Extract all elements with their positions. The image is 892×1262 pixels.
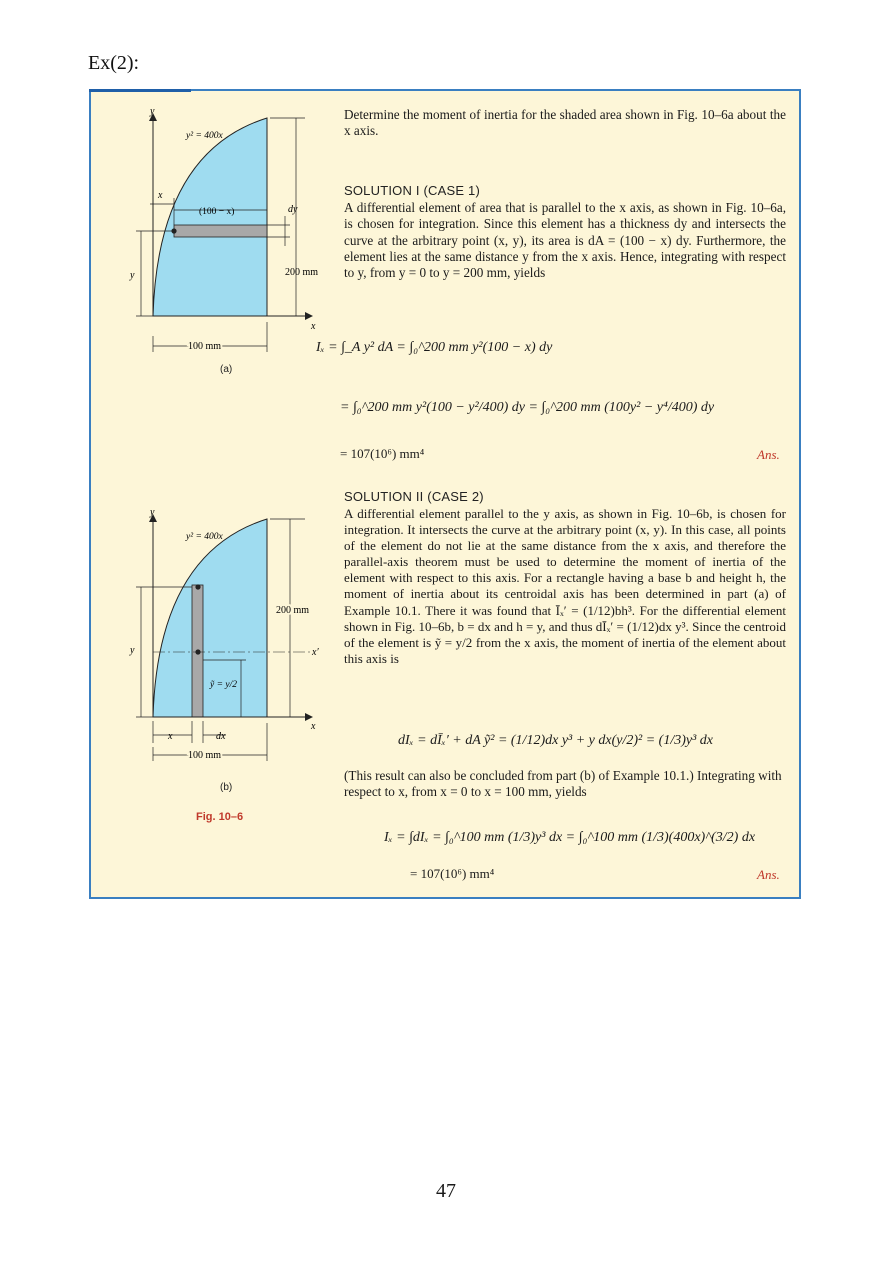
solution2-ans: Ans. <box>757 867 780 882</box>
curve-point-b <box>195 584 200 589</box>
y-label-a: y <box>130 270 135 281</box>
solution1-body: A differential element of area that is parallel to the x axis, as shown in Fig. 10–6a, is chosen for integration. Since this element has a thickness dy and intersects the curve at the arbitrary point (x, y), its area is dA = (100 − x) dy. Furthermore, the element lies at the same distance y from the x axis. Hence, integrating with respect to y, from y = 0 to y = 200 mm, yields <box>344 200 786 281</box>
height-label-a: 200 mm <box>285 267 319 278</box>
solution2-result: = 107(10⁶) mm⁴ <box>410 866 495 881</box>
exercise-label: Ex(2): <box>88 52 140 74</box>
solution2-body: A differential element parallel to the y axis, as shown in Fig. 10–6b, is chosen for integration. It intersects the curve at the arbitrary point (x, y). In this case, all points of the element do not lie at the same distance from the x axis, and therefore the parallel-axis theorem must be used to determine the moment of inertia of the element with respect to this axis. For a rectangle having a base b and height h, the moment of inertia about its centroidal axis has been determined in part (a) of Example 10.1. There it was found that Īₓ′ = (1/12)bh³. For the differential element shown in Fig. 10–6b, b = dx and h = y, and thus dĪₓ′ = (1/12)dx y³. Since the centroid of the element is ỹ = y/2 from the x axis, the moment of inertia of the element about this axis is <box>344 506 786 666</box>
y-axis-label-a: y <box>150 106 155 117</box>
solution2-note: (This result can also be concluded from part (b) of Example 10.1.) Integrating with respect to x, from x = 0 to x = 100 mm, yields <box>344 768 782 800</box>
strip-width-label: (100 − x) <box>199 207 235 217</box>
figure-a <box>100 100 340 390</box>
horizontal-strip <box>174 225 267 237</box>
x-axis-label-b: x <box>311 721 316 732</box>
solution2-eq2: Iₓ = ∫dIₓ = ∫₀^100 mm (1/3)y³ dx = ∫₀^100 mm (1/3)(400x)^(3/2) dx <box>384 830 756 845</box>
solution2-eq1: dIₓ = dĪₓ′ + dA ỹ² = (1/12)dx y³ + y dx(y/2)² = (1/3)y³ dx <box>398 733 714 748</box>
x-prime-label: x′ <box>312 647 319 658</box>
ytilde-label: ỹ = y/2 <box>210 680 237 690</box>
y-axis-label-b: y <box>150 507 155 518</box>
solution1-eq1: Iₓ = ∫_A y² dA = ∫₀^200 mm y²(100 − x) dy <box>316 340 553 355</box>
panel-tab-accent <box>89 89 191 92</box>
curve-label-b: y² = 400x <box>186 532 223 542</box>
x-label-b: x <box>168 731 173 742</box>
x-label-a: x <box>158 190 163 201</box>
solution1-result: = 107(10⁶) mm⁴ <box>340 446 425 461</box>
width-label-a: 100 mm <box>188 341 222 352</box>
caption-b: (b) <box>220 782 233 793</box>
dx-label: dx <box>216 731 226 742</box>
solution1-eq2: = ∫₀^200 mm y²(100 − y²/400) dy = ∫₀^200 mm (100y² − y⁴/400) dy <box>340 400 715 415</box>
solution1-heading: SOLUTION I (CASE 1) <box>344 183 480 198</box>
solution1-ans: Ans. <box>757 447 780 462</box>
shaded-area-a <box>153 118 267 316</box>
x-axis-label-a: x <box>311 321 316 332</box>
height-label-b: 200 mm <box>276 605 310 616</box>
caption-a: (a) <box>220 364 233 375</box>
figure-b <box>100 505 340 775</box>
dy-label: dy <box>288 204 298 215</box>
page-number: 47 <box>436 1180 456 1202</box>
problem-statement: Determine the moment of inertia for the shaded area shown in Fig. 10–6a about the x axis. <box>344 107 786 139</box>
figure-name: Fig. 10–6 <box>196 811 244 823</box>
width-label-b: 100 mm <box>188 750 222 761</box>
solution2-heading: SOLUTION II (CASE 2) <box>344 489 484 504</box>
y-label-b: y <box>130 645 135 656</box>
curve-label-a: y² = 400x <box>186 131 223 141</box>
